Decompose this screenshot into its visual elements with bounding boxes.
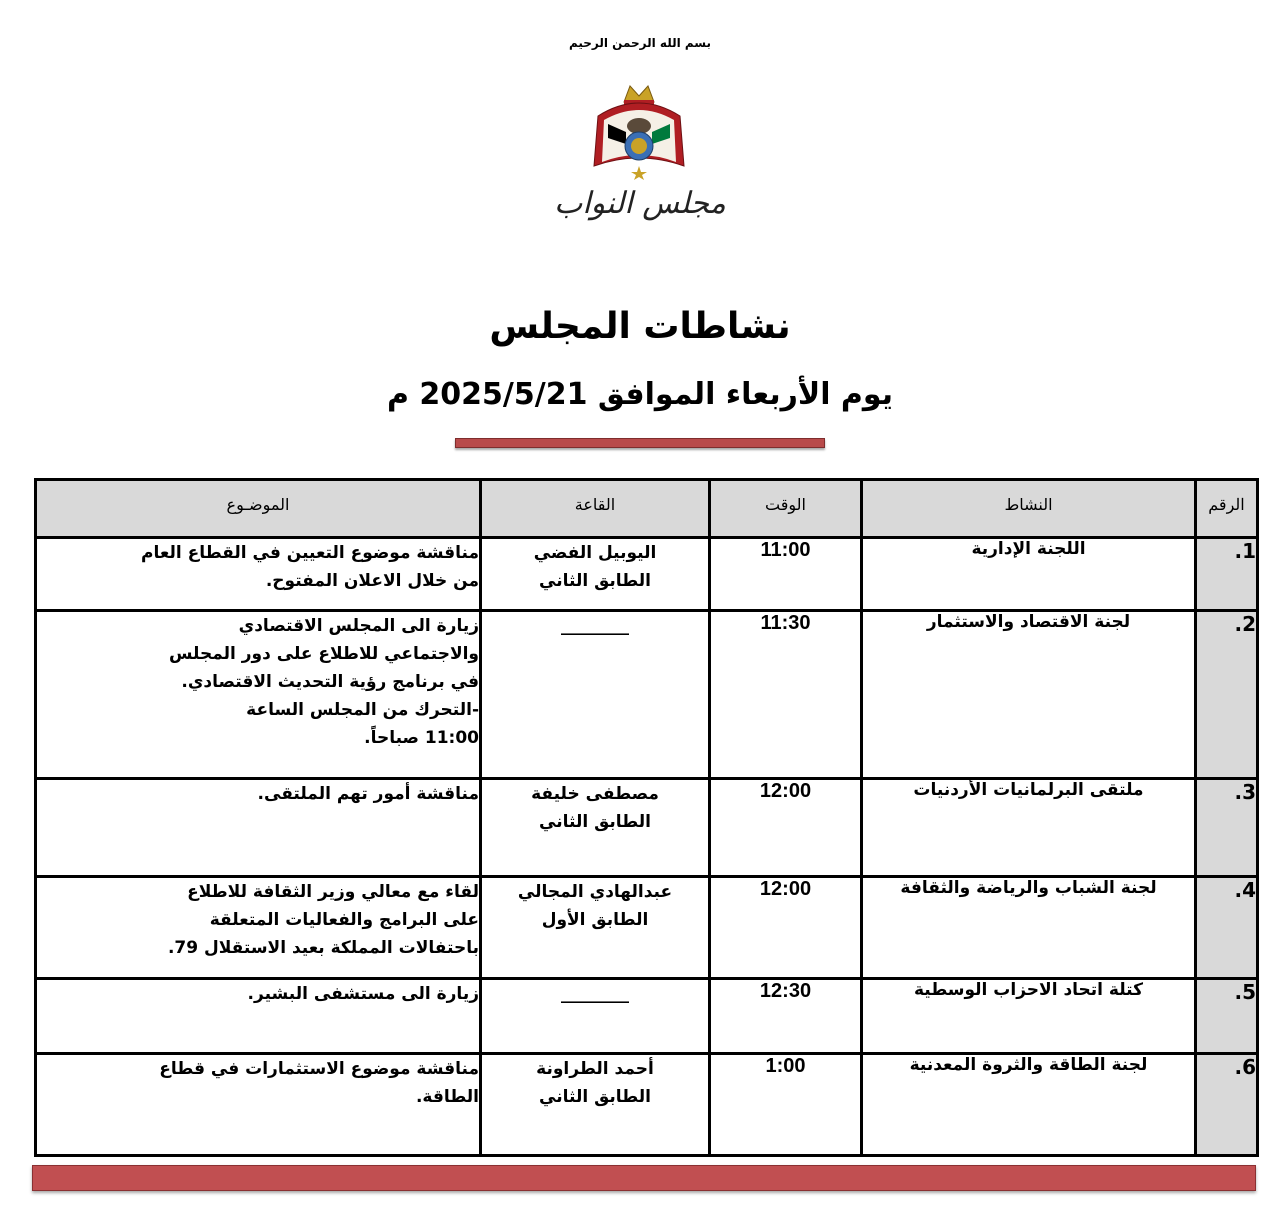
hall-line: الطابق الثاني bbox=[539, 571, 651, 591]
table-row bbox=[36, 979, 1258, 1054]
footer-decorative-bar bbox=[32, 1165, 1256, 1191]
row-time: 12:00 bbox=[710, 779, 862, 877]
table-row bbox=[36, 611, 1258, 779]
row-topic bbox=[36, 1054, 481, 1156]
row-hall bbox=[481, 538, 710, 611]
row-num: 5. bbox=[1196, 979, 1258, 1054]
table-row bbox=[36, 779, 1258, 877]
row-time: 12:30 bbox=[710, 979, 862, 1054]
table-row bbox=[36, 1054, 1258, 1156]
topic-line: الطاقة. bbox=[415, 1087, 479, 1107]
row-num: 3. bbox=[1196, 779, 1258, 877]
topic-line: 11:00 صباحاً. bbox=[364, 728, 479, 748]
topic-line: زيارة الى مستشفى البشير. bbox=[247, 984, 479, 1004]
header-num: الرقم bbox=[1196, 480, 1258, 538]
row-hall bbox=[481, 611, 710, 779]
topic-line: -التحرك من المجلس الساعة bbox=[246, 700, 479, 720]
row-time: 11:30 bbox=[710, 611, 862, 779]
hall-line: اليوبيل الفضي bbox=[533, 543, 657, 563]
row-activity: ملتقى البرلمانيات الأردنيات bbox=[862, 779, 1196, 877]
row-topic bbox=[36, 538, 481, 611]
row-hall bbox=[481, 779, 710, 877]
activities-table bbox=[34, 478, 1259, 1157]
row-hall bbox=[481, 877, 710, 979]
topic-line: زيارة الى المجلس الاقتصادي bbox=[238, 616, 479, 636]
row-activity: اللجنة الإدارية bbox=[862, 538, 1196, 611]
row-num: 6. bbox=[1196, 1054, 1258, 1156]
topic-line: مناقشة موضوع التعيين في القطاع العام bbox=[141, 543, 479, 563]
row-topic bbox=[36, 611, 481, 779]
table-row bbox=[36, 538, 1258, 611]
row-topic bbox=[36, 779, 481, 877]
topic-line: من خلال الاعلان المفتوح. bbox=[265, 571, 479, 591]
hall-line: ________ bbox=[561, 984, 629, 1004]
row-topic bbox=[36, 877, 481, 979]
topic-line: في برنامج رؤية التحديث الاقتصادي. bbox=[181, 672, 479, 692]
topic-line: على البرامج والفعاليات المتعلقة bbox=[209, 910, 479, 930]
row-activity: لجنة الاقتصاد والاستثمار bbox=[862, 611, 1196, 779]
row-activity: لجنة الشباب والرياضة والثقافة bbox=[862, 877, 1196, 979]
topic-line: لقاء مع معالي وزير الثقافة للاطلاع bbox=[187, 882, 479, 902]
row-time: 1:00 bbox=[710, 1054, 862, 1156]
row-num: 1. bbox=[1196, 538, 1258, 611]
row-hall bbox=[481, 979, 710, 1054]
row-activity: لجنة الطاقة والثروة المعدنية bbox=[862, 1054, 1196, 1156]
page-title: نشاطات المجلس bbox=[489, 306, 791, 347]
topic-line: مناقشة موضوع الاستثمارات في قطاع bbox=[159, 1059, 479, 1079]
hall-line: الطابق الثاني bbox=[539, 812, 651, 832]
hall-line: الطابق الأول bbox=[541, 910, 649, 930]
hall-line: ________ bbox=[561, 616, 629, 636]
hall-line: الطابق الثاني bbox=[539, 1087, 651, 1107]
row-activity: كتلة اتحاد الاحزاب الوسطية bbox=[862, 979, 1196, 1054]
header-activity: النشاط bbox=[862, 480, 1196, 538]
basmala: بسم الله الرحمن الرحيم bbox=[568, 36, 712, 50]
table-row bbox=[36, 877, 1258, 979]
row-hall bbox=[481, 1054, 710, 1156]
hall-line: مصطفى خليفة bbox=[531, 784, 659, 804]
row-num: 4. bbox=[1196, 877, 1258, 979]
row-time: 12:00 bbox=[710, 877, 862, 979]
coat-of-arms-emblem bbox=[586, 80, 692, 180]
topic-line: والاجتماعي للاطلاع على دور المجلس bbox=[169, 644, 479, 664]
hall-line: أحمد الطراونة bbox=[536, 1059, 654, 1079]
topic-line: باحتفالات المملكة بعيد الاستقلال 79. bbox=[167, 938, 479, 958]
header-hall: القاعة bbox=[481, 480, 710, 538]
hall-line: عبدالهادي المجالي bbox=[517, 882, 673, 902]
row-time: 11:00 bbox=[710, 538, 862, 611]
row-topic bbox=[36, 979, 481, 1054]
header-time: الوقت bbox=[710, 480, 862, 538]
page-subtitle-date: يوم الأربعاء الموافق 2025/5/21 م bbox=[386, 377, 893, 412]
row-num: 2. bbox=[1196, 611, 1258, 779]
table-header-row bbox=[36, 480, 1258, 538]
header-topic: الموضـوع bbox=[36, 480, 481, 538]
title-underline-bar bbox=[455, 438, 825, 448]
topic-line: مناقشة أمور تهم الملتقى. bbox=[257, 784, 479, 804]
council-logo: مجلس النواب bbox=[554, 186, 726, 221]
